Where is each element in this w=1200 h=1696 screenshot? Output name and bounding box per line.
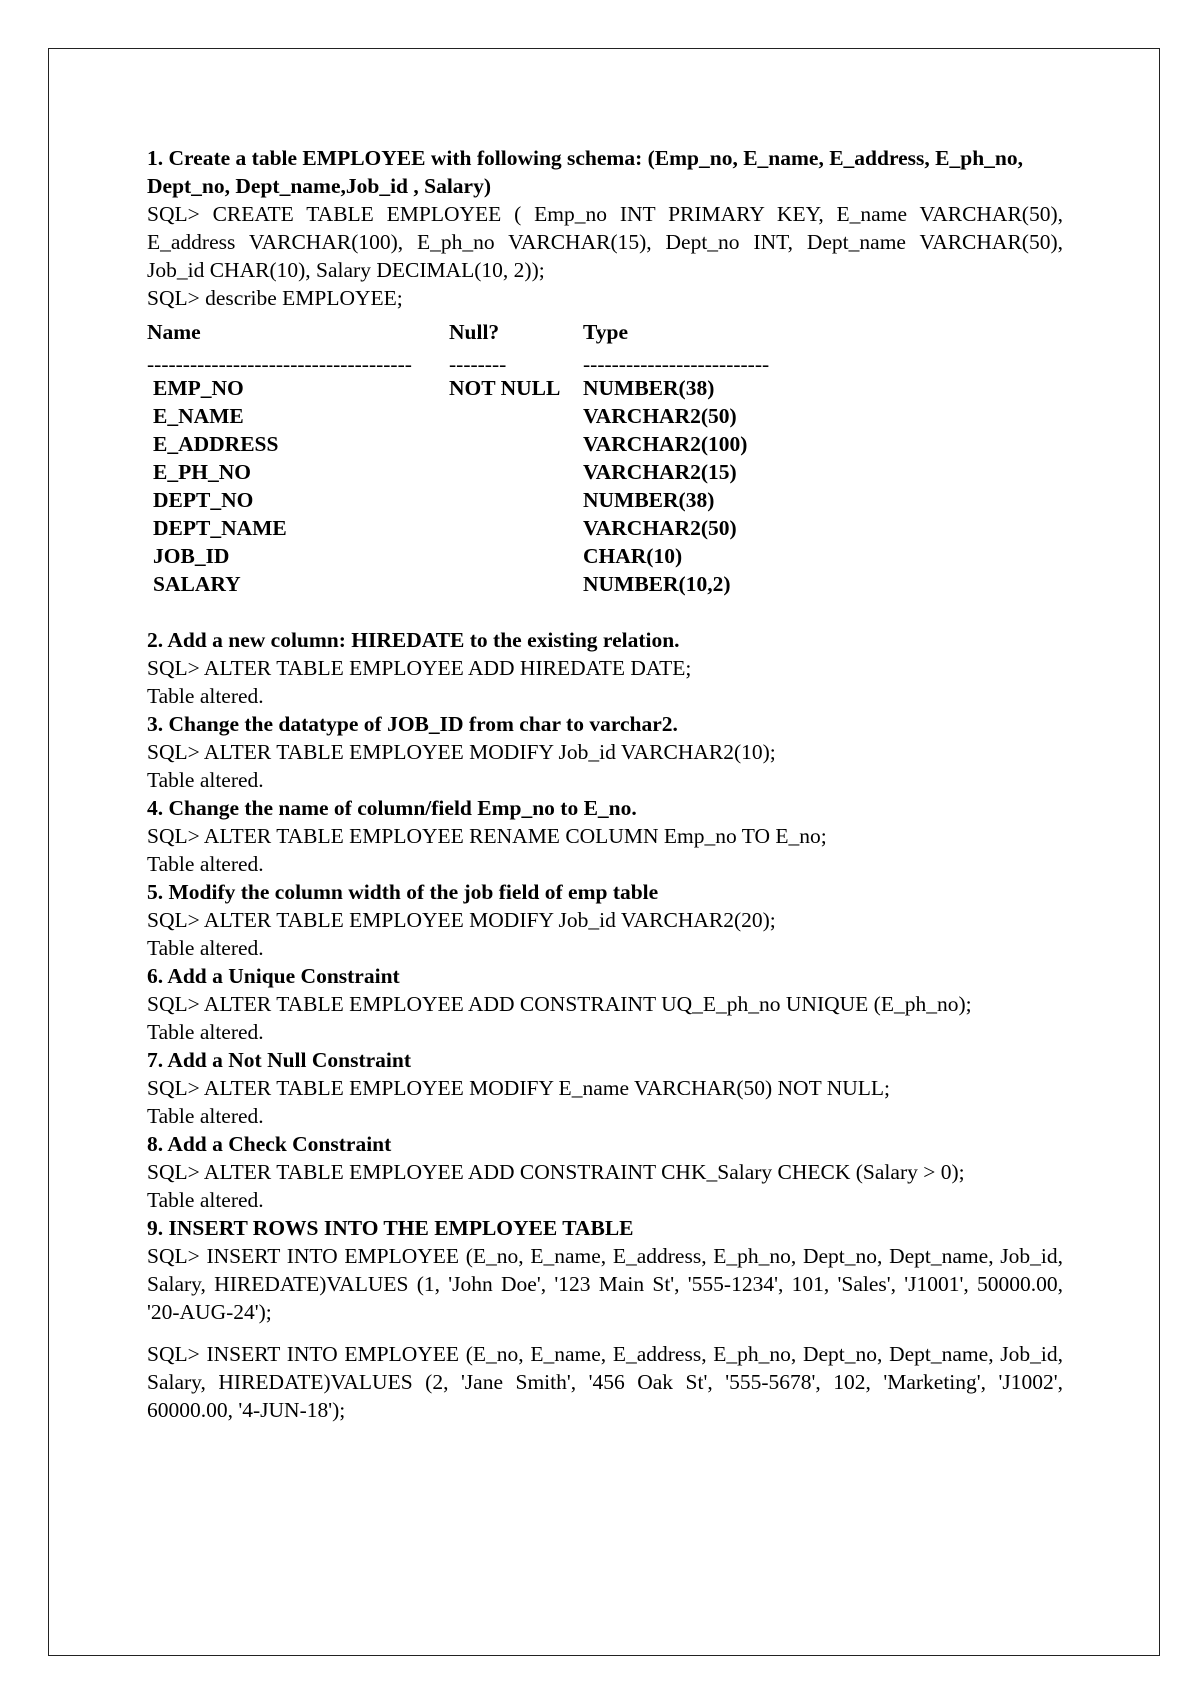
question-2-result: Table altered. (147, 684, 264, 708)
dash-name: ------------------------------------- (147, 354, 412, 374)
question-6-title: 6. Add a Unique Constraint (147, 964, 400, 988)
col-null (449, 570, 583, 598)
question-2-title: 2. Add a new column: HIREDATE to the existing relation. (147, 628, 680, 652)
question-6-result: Table altered. (147, 1020, 264, 1044)
question-3-sql: SQL> ALTER TABLE EMPLOYEE MODIFY Job_id VARCHAR2(10); (147, 740, 776, 764)
question-8-title: 8. Add a Check Constraint (147, 1132, 392, 1156)
describe-row (147, 542, 1063, 570)
question-9-sql-insert-2: SQL> INSERT INTO EMPLOYEE (E_no, E_name, E_address, E_ph_no, Dept_no, Dept_name, Job_id, Salary, HIREDATE)VALUES (2, 'Jane Smith', '456 Oak St', '555-5678', 102, 'Marketing', 'J1002', 60000.00, '4-JUN-18'); (147, 1342, 1063, 1422)
document-body (147, 144, 1063, 1424)
col-null (449, 402, 583, 430)
question-6-sql: SQL> ALTER TABLE EMPLOYEE ADD CONSTRAINT UQ_E_ph_no UNIQUE (E_ph_no); (147, 992, 972, 1016)
col-name: E_ADDRESS (153, 432, 279, 456)
question-7-sql: SQL> ALTER TABLE EMPLOYEE MODIFY E_name VARCHAR(50) NOT NULL; (147, 1076, 890, 1100)
question-9-title: 9. INSERT ROWS INTO THE EMPLOYEE TABLE (147, 1216, 634, 1240)
question-4-title: 4. Change the name of column/field Emp_no to E_no. (147, 796, 637, 820)
col-null (449, 514, 583, 542)
describe-row (147, 514, 1063, 542)
col-type: CHAR(10) (583, 544, 683, 568)
col-type: VARCHAR2(15) (583, 460, 737, 484)
question-5-sql: SQL> ALTER TABLE EMPLOYEE MODIFY Job_id VARCHAR2(20); (147, 908, 776, 932)
describe-row (147, 570, 1063, 598)
question-9-sql-insert-1: SQL> INSERT INTO EMPLOYEE (E_no, E_name, E_address, E_ph_no, Dept_no, Dept_name, Job_id, Salary, HIREDATE)VALUES (1, 'John Doe', '123 Main St', '555-1234', 101, 'Sales', 'J1001', 50000.00, '20-AUG-24'); (147, 1244, 1063, 1324)
question-7-title: 7. Add a Not Null Constraint (147, 1048, 412, 1072)
describe-row (147, 374, 1063, 402)
question-2-sql: SQL> ALTER TABLE EMPLOYEE ADD HIREDATE DATE; (147, 656, 692, 680)
col-name: EMP_NO (153, 376, 244, 400)
question-5-title: 5. Modify the column width of the job field of emp table (147, 880, 659, 904)
question-4-sql: SQL> ALTER TABLE EMPLOYEE RENAME COLUMN Emp_no TO E_no; (147, 824, 827, 848)
question-8-sql: SQL> ALTER TABLE EMPLOYEE ADD CONSTRAINT CHK_Salary CHECK (Salary > 0); (147, 1160, 965, 1184)
col-type: VARCHAR2(50) (583, 404, 737, 428)
describe-dash-row (147, 354, 1063, 374)
col-name: SALARY (153, 572, 241, 596)
col-type: VARCHAR2(50) (583, 516, 737, 540)
describe-header-row (147, 318, 1063, 346)
col-name: E_NAME (153, 404, 244, 428)
describe-row (147, 486, 1063, 514)
header-null: Null? (449, 320, 500, 344)
question-1-title: 1. Create a table EMPLOYEE with following schema: (Emp_no, E_name, E_address, E_ph_no, Dept_no, Dept_name,Job_id , Salary) (147, 146, 1023, 198)
describe-row (147, 458, 1063, 486)
col-name: E_PH_NO (153, 460, 251, 484)
question-3-title: 3. Change the datatype of JOB_ID from char to varchar2. (147, 712, 678, 736)
col-type: VARCHAR2(100) (583, 432, 748, 456)
question-4-result: Table altered. (147, 852, 264, 876)
col-null (449, 486, 583, 514)
col-null (449, 542, 583, 570)
question-8-result: Table altered. (147, 1188, 264, 1212)
sql-describe: SQL> describe EMPLOYEE; (147, 286, 403, 310)
header-name: Name (147, 320, 201, 344)
col-null: NOT NULL (449, 376, 561, 400)
describe-row (147, 430, 1063, 458)
col-null (449, 458, 583, 486)
question-5-result: Table altered. (147, 936, 264, 960)
col-null (449, 430, 583, 458)
col-type: NUMBER(10,2) (583, 572, 731, 596)
col-name: JOB_ID (153, 544, 230, 568)
question-3-result: Table altered. (147, 768, 264, 792)
col-type: NUMBER(38) (583, 376, 715, 400)
describe-row (147, 402, 1063, 430)
header-type: Type (583, 320, 628, 344)
describe-output-table (147, 318, 1063, 598)
dash-null: -------- (449, 354, 507, 374)
col-type: NUMBER(38) (583, 488, 715, 512)
dash-type: -------------------------- (583, 354, 770, 374)
question-7-result: Table altered. (147, 1104, 264, 1128)
col-name: DEPT_NO (153, 488, 254, 512)
sql-create-table: SQL> CREATE TABLE EMPLOYEE ( Emp_no INT PRIMARY KEY, E_name VARCHAR(50), E_address VARCHAR(100), E_ph_no VARCHAR(15), Dept_no INT, Dept_name VARCHAR(50), Job_id CHAR(10), Salary DECIMAL(10, 2)); (147, 202, 1063, 282)
col-name: DEPT_NAME (153, 516, 287, 540)
